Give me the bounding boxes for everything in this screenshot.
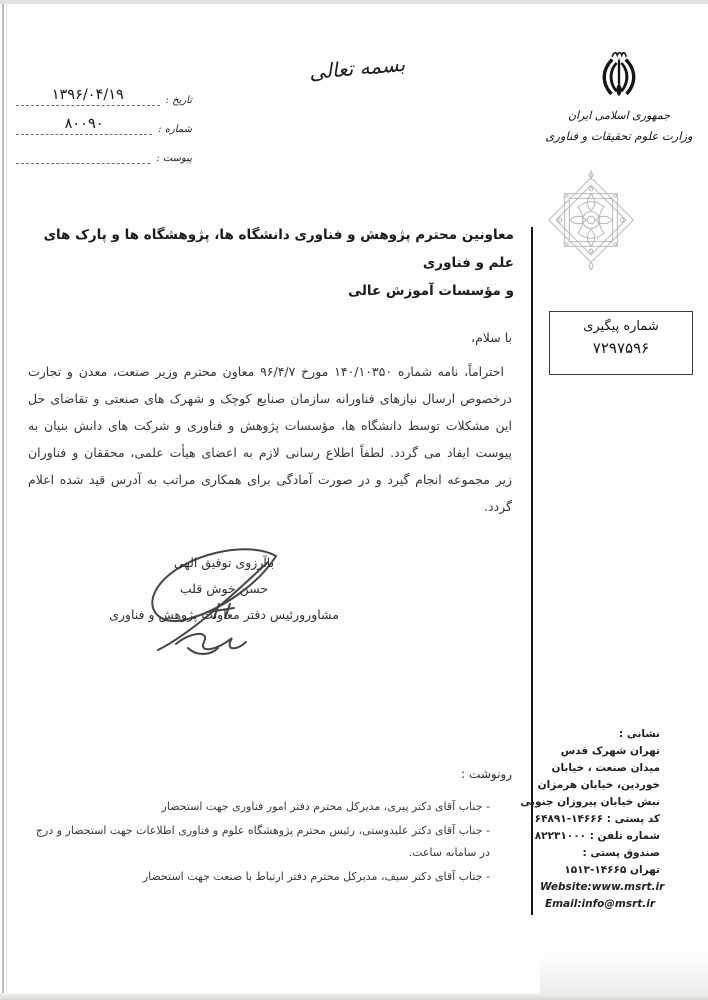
signature-benediction: باآرزوی توفیق الهی	[173, 555, 275, 570]
number-label: شماره :	[158, 124, 192, 135]
ministry-name: وزارت علوم تحقیقات و فناوری	[545, 129, 693, 143]
cc-item: - جناب آقای دکتر علیدوستی، رئیس محترم پژوهشگاه علوم و فناوری اطلاعات جهت استحضار و درج در سامانه ساعت.	[35, 823, 490, 859]
tracking-label: شماره پیگیری	[583, 319, 659, 334]
scan-bottom-band	[0, 993, 708, 1000]
tracking-value: ۷۲۹۷۵۹۶	[592, 339, 650, 357]
address-line: نبش خیابان پیروزان جنوبی	[520, 796, 660, 808]
cc-list	[32, 796, 490, 889]
date-label: تاریخ :	[165, 95, 192, 106]
attachment-value	[16, 144, 150, 164]
letterhead-block	[536, 48, 702, 143]
address-line: خوردین، خیابان هرمزان	[537, 779, 660, 791]
bismillah-calligraphy: بسمه تعالی	[308, 51, 406, 85]
vertical-divider-line	[531, 227, 533, 915]
address-label: نشانی :	[619, 728, 660, 740]
iran-emblem-icon	[597, 48, 641, 104]
scan-edge-line-faint	[6, 0, 7, 1000]
address-line: تهران شهرک قدس	[560, 745, 660, 757]
letter-body	[28, 330, 512, 520]
body-paragraph: احتراماً، نامه شماره ۱۴۰/۱۰۳۵۰ مورخ ۹۶/۴/۷ معاون محترم وزیر صنعت، معدن و تجارت درخصوص ارسال نیازهای فناورانه سازمان صنایع کوچک و شهرک های صنعتی و تقاضای حل این مشکلات توسط دانشگاه ها، مؤسسات پژوهش و فناوری و شرکت های دانش بنیان به پیوست ایفاد می گردد. لطفاً اطلاع رسانی لازم به اعضای هیأت علمی، محققان و فناوران زیر مجموعه انجام گیرد و در صورت آمادگی برای همکاری مراتب به آدرس قید شده اعلام گردد.	[28, 364, 512, 514]
postal-code: کد پستی : ۱۴۶۶۶-۶۴۸۹۱	[534, 813, 660, 825]
cc-item: - جناب آقای دکتر سیف، مدیرکل محترم دفتر ارتباط با صنعت جهت استحضار	[142, 869, 490, 883]
signature-block	[98, 550, 350, 628]
phone-number: شماره تلفن : ۸۲۲۳۱۰۰۰	[534, 830, 660, 842]
scan-top-band	[0, 0, 708, 4]
tracking-number-box	[549, 311, 693, 375]
footer-address-block	[520, 726, 665, 913]
address-line: میدان صنعت ، خیابان	[551, 762, 660, 774]
po-box-value: تهران ۱۴۶۶۵-۱۵۱۳	[564, 864, 660, 876]
salutation: با سلام،	[471, 330, 512, 345]
country-name: جمهوری اسلامی ایران	[567, 109, 671, 122]
signatory-name: حسن خوش قلب	[179, 581, 269, 596]
email-address: Email:info@msrt.ir	[544, 898, 656, 910]
recipient-line-2: و مؤسسات آموزش عالی	[348, 283, 514, 299]
scan-smudge	[540, 955, 708, 993]
recipient-line-1: معاونین محترم پژوهش و فناوری دانشگاه ها، پژوهشگاه ها و پارک های علم و فناوری	[43, 227, 514, 271]
website-url: Website:www.msrt.ir	[540, 881, 665, 893]
po-box-label: صندوق پستی :	[582, 847, 660, 859]
signatory-title: مشاورورئیس دفتر معاونت پژوهش و فناوری	[109, 607, 339, 622]
number-value: ۸۰۰۹۰	[16, 115, 152, 135]
date-value: ۱۳۹۶/۰۴/۱۹	[16, 86, 160, 106]
date-row	[16, 86, 192, 106]
letter-meta-block	[16, 86, 192, 173]
arabesque-star-ornament-icon	[544, 170, 638, 270]
recipient-heading	[30, 221, 514, 305]
scan-edge-line	[2, 0, 4, 1000]
cc-label: رونوشت :	[461, 767, 512, 781]
attachment-label: پیوست :	[156, 153, 192, 164]
number-row	[16, 115, 192, 135]
cc-item: - جناب آقای دکتر پیری، مدیرکل محترم دفتر امور فناوری جهت استحضار	[161, 800, 490, 813]
attachment-row	[16, 144, 192, 164]
